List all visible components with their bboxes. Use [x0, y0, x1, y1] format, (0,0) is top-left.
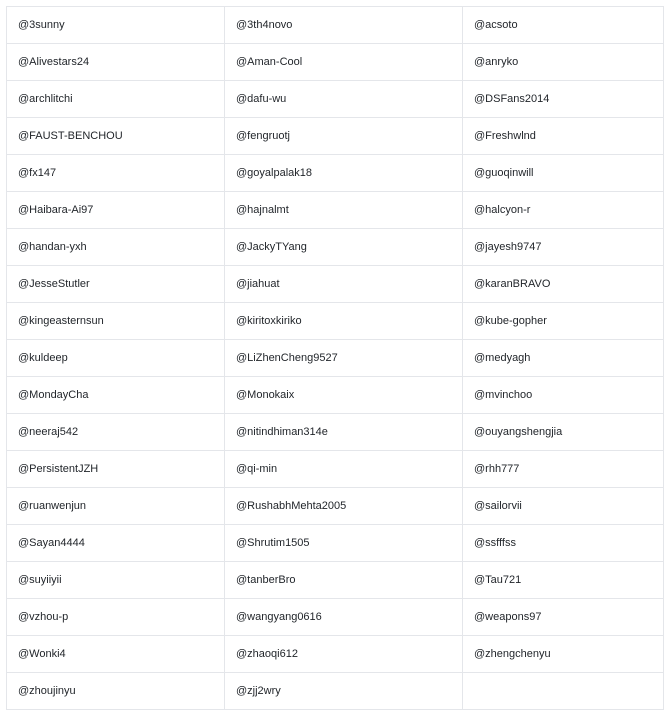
- table-row: [7, 636, 664, 673]
- contributor-handle: @Sayan4444: [7, 525, 225, 562]
- contributor-handle: @3th4novo: [225, 7, 463, 44]
- contributor-handle: @weapons97: [463, 599, 664, 636]
- contributor-handle: @Shrutim1505: [225, 525, 463, 562]
- contributor-handle: @ouyangshengjia: [463, 414, 664, 451]
- table-row: [7, 673, 664, 710]
- contributor-handle: @kingeasternsun: [7, 303, 225, 340]
- table-row: [7, 414, 664, 451]
- contributor-handle: @LiZhenCheng9527: [225, 340, 463, 377]
- contributor-handle: @medyagh: [463, 340, 664, 377]
- contributor-handle: @zhoujinyu: [7, 673, 225, 710]
- contributor-handle: @MondayCha: [7, 377, 225, 414]
- contributor-handle: @sailorvii: [463, 488, 664, 525]
- contributor-handle: @zhengchenyu: [463, 636, 664, 673]
- contributor-handle: @fx147: [7, 155, 225, 192]
- contributor-handle: @vzhou-p: [7, 599, 225, 636]
- contributor-handle: @mvinchoo: [463, 377, 664, 414]
- contributor-handle: @RushabhMehta2005: [225, 488, 463, 525]
- contributor-handle: @fengruotj: [225, 118, 463, 155]
- contributor-handle: @Aman-Cool: [225, 44, 463, 81]
- table-row: [7, 7, 664, 44]
- contributor-handle: @kube-gopher: [463, 303, 664, 340]
- contributors-table-wrapper: [6, 6, 664, 710]
- contributor-handle: @kiritoxkiriko: [225, 303, 463, 340]
- contributor-handle: @karanBRAVO: [463, 266, 664, 303]
- contributor-handle: @halcyon-r: [463, 192, 664, 229]
- contributor-handle: @qi-min: [225, 451, 463, 488]
- contributor-handle: @anryko: [463, 44, 664, 81]
- contributor-handle: @tanberBro: [225, 562, 463, 599]
- contributor-handle: @handan-yxh: [7, 229, 225, 266]
- table-row: [7, 155, 664, 192]
- table-row: [7, 525, 664, 562]
- contributor-handle: @Wonki4: [7, 636, 225, 673]
- contributor-handle: @jayesh9747: [463, 229, 664, 266]
- table-row: [7, 118, 664, 155]
- contributor-handle: @rhh777: [463, 451, 664, 488]
- contributors-table: [6, 6, 664, 710]
- table-row: [7, 451, 664, 488]
- table-row: [7, 44, 664, 81]
- contributor-handle: @zhaoqi612: [225, 636, 463, 673]
- contributor-handle: @JesseStutler: [7, 266, 225, 303]
- contributor-handle: @ruanwenjun: [7, 488, 225, 525]
- contributor-handle: @zjj2wry: [225, 673, 463, 710]
- contributor-handle: @kuldeep: [7, 340, 225, 377]
- table-row: [7, 192, 664, 229]
- contributor-handle: @Tau721: [463, 562, 664, 599]
- contributor-handle: @3sunny: [7, 7, 225, 44]
- contributor-handle: @ssfffss: [463, 525, 664, 562]
- contributor-handle: @neeraj542: [7, 414, 225, 451]
- table-row: [7, 229, 664, 266]
- contributor-handle: @archlitchi: [7, 81, 225, 118]
- contributor-handle: @wangyang0616: [225, 599, 463, 636]
- contributor-handle: @hajnalmt: [225, 192, 463, 229]
- table-row: [7, 377, 664, 414]
- table-row: [7, 599, 664, 636]
- contributor-handle: @Monokaix: [225, 377, 463, 414]
- table-row: [7, 562, 664, 599]
- contributor-handle: @PersistentJZH: [7, 451, 225, 488]
- table-row: [7, 266, 664, 303]
- contributor-handle: @Haibara-Ai97: [7, 192, 225, 229]
- table-row: [7, 488, 664, 525]
- table-row: [7, 81, 664, 118]
- contributor-handle: @Alivestars24: [7, 44, 225, 81]
- contributor-handle: @DSFans2014: [463, 81, 664, 118]
- contributor-handle: @nitindhiman314e: [225, 414, 463, 451]
- empty-cell: [463, 673, 664, 710]
- contributor-handle: @Freshwlnd: [463, 118, 664, 155]
- contributors-table-body: [7, 7, 664, 710]
- contributor-handle: @suyiiyii: [7, 562, 225, 599]
- contributor-handle: @goyalpalak18: [225, 155, 463, 192]
- contributor-handle: @jiahuat: [225, 266, 463, 303]
- contributor-handle: @acsoto: [463, 7, 664, 44]
- contributor-handle: @JackyTYang: [225, 229, 463, 266]
- table-row: [7, 303, 664, 340]
- contributor-handle: @dafu-wu: [225, 81, 463, 118]
- table-row: [7, 340, 664, 377]
- contributor-handle: @guoqinwill: [463, 155, 664, 192]
- contributor-handle: @FAUST-BENCHOU: [7, 118, 225, 155]
